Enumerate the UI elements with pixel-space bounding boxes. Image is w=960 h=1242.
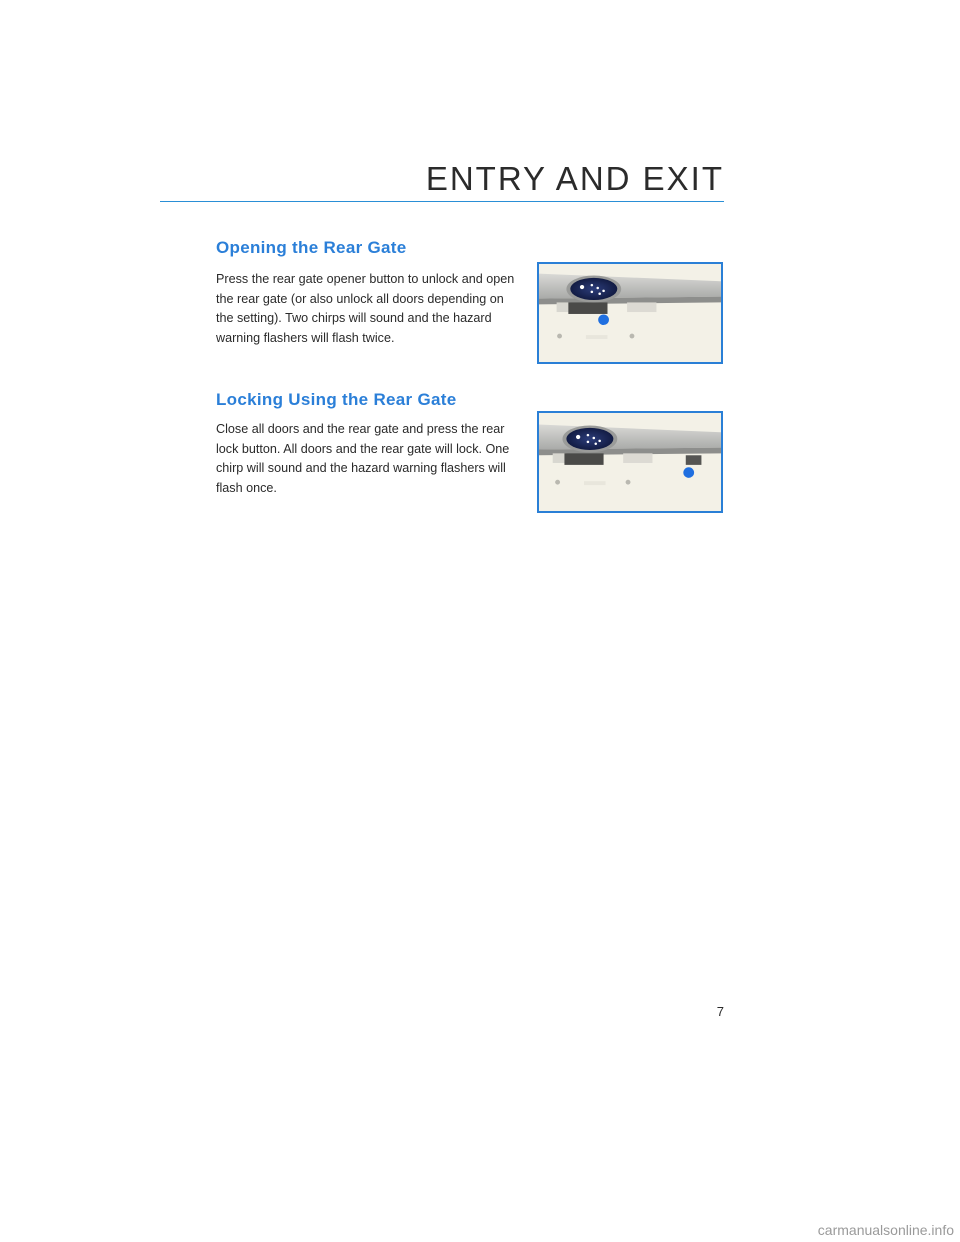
- watermark: carmanualsonline.info: [817, 1222, 954, 1238]
- lock-button-marker: [683, 467, 694, 478]
- section-body-opening: Press the rear gate opener button to unlock and open the rear gate (or also unlock all doors depending on the setting). Two chirps will sound and the hazard warning flashers will flash twice.: [216, 272, 515, 345]
- rear-gate-opener-photo: [537, 262, 723, 364]
- rear-lock-button-photo: [537, 411, 723, 513]
- rear-gate-image: [539, 264, 721, 362]
- section-body-locking: Close all doors and the rear gate and press the rear lock button. All doors and the rear gate will lock. One chirp will sound and the hazard warning flashers will flash once.: [216, 422, 510, 495]
- section-heading-opening: Opening the Rear Gate: [216, 238, 407, 257]
- chapter-title: ENTRY AND EXIT: [425, 160, 724, 197]
- header-rule: [160, 201, 724, 202]
- rear-gate-image-lock: [539, 413, 721, 511]
- page-number: 7: [716, 1004, 724, 1019]
- opener-button-marker: [598, 314, 609, 325]
- section-heading-locking: Locking Using the Rear Gate: [216, 390, 457, 409]
